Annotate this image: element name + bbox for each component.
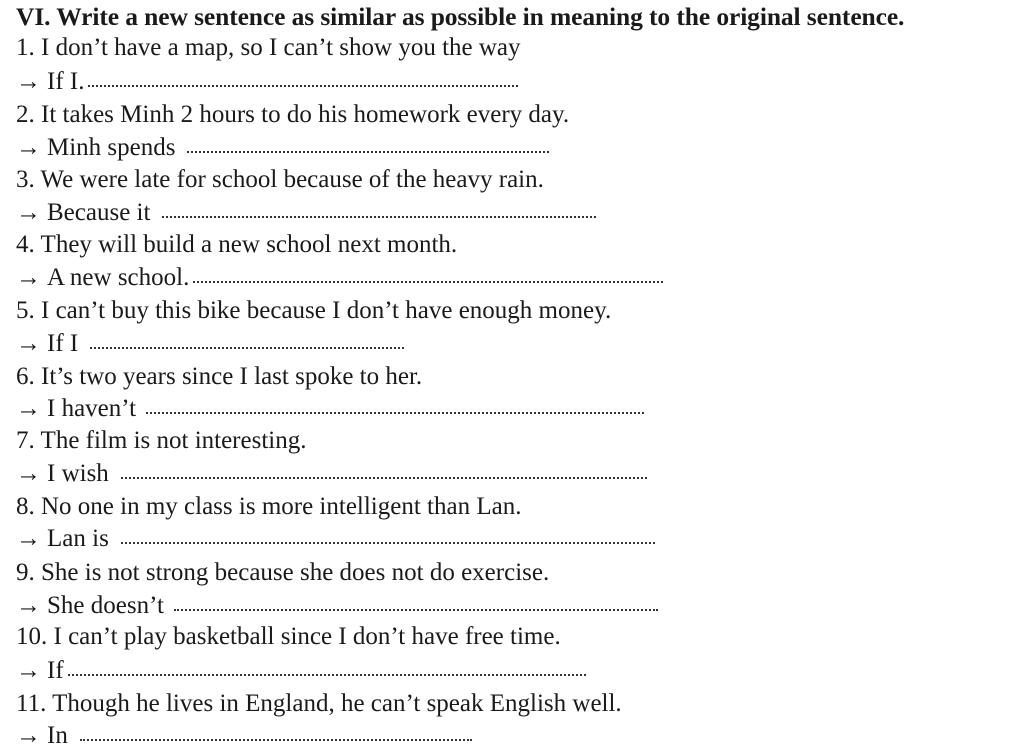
answer-prompt-5: If I [47, 330, 79, 357]
answer-line-8 [16, 523, 655, 555]
sentence-2: 2. It takes Minh 2 hours to do his homework every day. [16, 101, 570, 128]
answer-blank-5[interactable] [90, 345, 404, 349]
sentence-6: 6. It’s two years since I last spoke to her. [16, 363, 423, 390]
arrow-icon: → [16, 264, 41, 291]
sentence-10: 10. I can’t play basketball since I don’t have free time. [16, 623, 561, 650]
arrow-icon: → [16, 134, 41, 161]
sentence-9: 9. She is not strong because she does not do exercise. [16, 559, 550, 586]
sentence-1: 1. I don’t have a map, so I can’t show you the way [16, 34, 521, 61]
answer-blank-11[interactable] [80, 737, 472, 741]
answer-prompt-8: Lan is [47, 525, 109, 552]
answer-line-10 [16, 655, 586, 687]
arrow-icon: → [16, 525, 41, 552]
answer-line-6 [16, 393, 644, 425]
answer-line-2 [16, 132, 549, 164]
answer-blank-1[interactable] [88, 83, 518, 87]
answer-prompt-2: Minh spends [47, 134, 176, 161]
answer-prompt-4: A new school. [47, 264, 190, 291]
sentence-3: 3. We were late for school because of the heavy rain. [16, 166, 544, 193]
sentence-8: 8. No one in my class is more intelligent than Lan. [16, 493, 522, 520]
arrow-icon: → [16, 330, 41, 357]
answer-blank-10[interactable] [68, 672, 586, 676]
answer-blank-2[interactable] [187, 149, 549, 153]
answer-prompt-1: If I. [47, 68, 85, 95]
arrow-icon: → [16, 657, 41, 684]
arrow-icon: → [16, 395, 41, 422]
answer-prompt-7: I wish [47, 460, 109, 487]
answer-line-9 [16, 590, 658, 622]
sentence-7: 7. The film is not interesting. [16, 427, 307, 454]
answer-prompt-10: If [47, 657, 64, 684]
answer-blank-7[interactable] [121, 475, 647, 479]
arrow-icon: → [16, 592, 41, 619]
arrow-icon: → [16, 68, 41, 95]
answer-blank-9[interactable] [174, 607, 658, 611]
answer-line-7 [16, 458, 647, 490]
answer-blank-3[interactable] [162, 214, 596, 218]
answer-prompt-11: In [47, 722, 68, 749]
arrow-icon: → [16, 199, 41, 226]
answer-prompt-9: She doesn’t [47, 592, 164, 619]
answer-line-11 [16, 720, 472, 752]
answer-blank-4[interactable] [193, 279, 663, 283]
arrow-icon: → [16, 460, 41, 487]
answer-blank-8[interactable] [121, 540, 655, 544]
sentence-4: 4. They will build a new school next month. [16, 231, 458, 258]
answer-line-3 [16, 197, 596, 229]
answer-line-1 [16, 66, 518, 98]
sentence-5: 5. I can’t buy this bike because I don’t have enough money. [16, 297, 612, 324]
exercise-title: VI. Write a new sentence as similar as possible in meaning to the original sentence. [16, 2, 905, 31]
arrow-icon: → [16, 722, 41, 749]
answer-line-4 [16, 262, 663, 294]
answer-blank-6[interactable] [146, 410, 644, 414]
answer-prompt-6: I haven’t [47, 395, 137, 422]
answer-prompt-3: Because it [47, 199, 151, 226]
sentence-11: 11. Though he lives in England, he can’t speak English well. [16, 690, 622, 717]
answer-line-5 [16, 328, 404, 360]
